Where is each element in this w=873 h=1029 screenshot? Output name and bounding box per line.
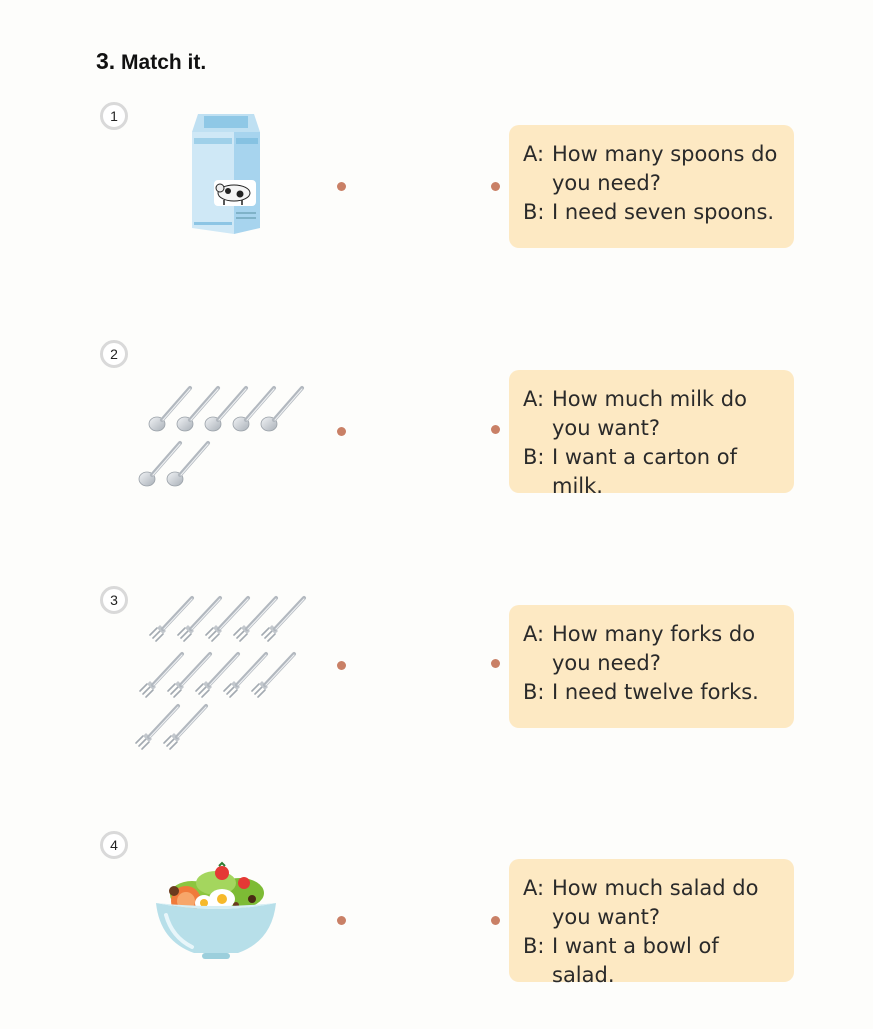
speaker-a-text: How many forks do you need? [552,622,756,675]
match-row-4 [0,829,873,1029]
spoons-image[interactable] [135,376,325,496]
dialogue-card-2 [509,370,794,498]
speaker-b-text: I need twelve forks. [552,680,759,704]
item-number-badge: 2 [100,340,128,368]
match-dot-left-3[interactable] [337,661,346,670]
speaker-a-label: A: [523,622,545,646]
speaker-a-text: How many spoons do you need? [552,142,778,195]
speaker-b-text: I need seven spoons. [552,200,775,224]
match-row-3 [0,584,873,784]
exercise-number: 3. [96,48,116,74]
speaker-b-text: I want a carton of milk. [552,445,738,498]
match-dot-right-2[interactable] [491,425,500,434]
speaker-a-text: How much milk do you want? [552,387,747,440]
match-dot-right-4[interactable] [491,916,500,925]
dialogue-card-1 [509,125,794,248]
match-row-2 [0,338,873,538]
exercise-heading [96,48,206,75]
milk-carton-image[interactable] [184,110,268,238]
speaker-a-text: How much salad do you want? [552,876,759,929]
item-number-badge: 4 [100,831,128,859]
item-number-badge: 3 [100,586,128,614]
match-dot-right-3[interactable] [491,659,500,668]
item-number-badge: 1 [100,102,128,130]
dialogue-card-4 [509,859,794,987]
match-dot-left-4[interactable] [337,916,346,925]
match-dot-right-1[interactable] [491,182,500,191]
match-dot-left-2[interactable] [337,427,346,436]
match-row-1 [0,100,873,300]
exercise-title: Match it. [121,51,207,74]
forks-image[interactable] [130,588,320,758]
speaker-b-label: B: [523,200,545,224]
speaker-b-text: I want a bowl of salad. [552,934,719,987]
speaker-a-label: A: [523,387,545,411]
speaker-b-label: B: [523,680,545,704]
dialogue-card-3 [509,605,794,728]
speaker-b-label: B: [523,934,545,958]
speaker-a-label: A: [523,876,545,900]
speaker-b-label: B: [523,445,545,469]
match-dot-left-1[interactable] [337,182,346,191]
speaker-a-label: A: [523,142,545,166]
salad-bowl-image[interactable] [152,857,280,965]
